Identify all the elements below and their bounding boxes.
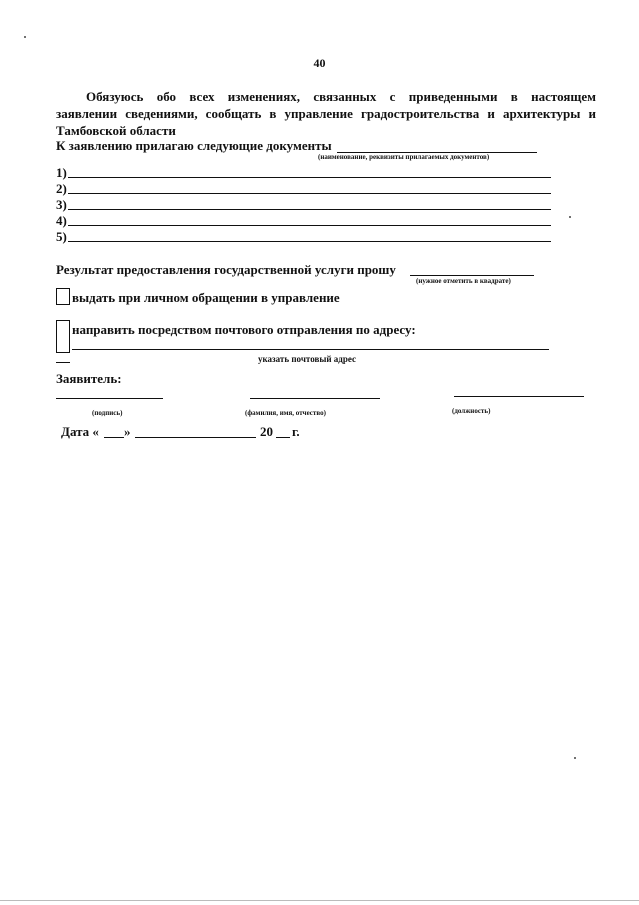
signature-hint: (подпись) — [92, 409, 123, 417]
full-name-line[interactable] — [250, 398, 380, 399]
notice-line-1: Обязуюсь обо всех изменениях, связанных с приведенными в настоящем — [86, 89, 596, 104]
notice-paragraph — [56, 88, 596, 139]
position-line[interactable] — [454, 396, 584, 397]
date-year-line[interactable] — [276, 437, 290, 438]
postal-delivery-checkbox[interactable] — [56, 320, 70, 353]
notice-line-3: Тамбовской области — [56, 123, 176, 138]
attachment-item-3-label: 3) — [56, 197, 67, 212]
full-name-hint: (фамилия, имя, отчество) — [245, 409, 326, 417]
attachments-label: К заявлению прилагаю следующие документы — [56, 138, 332, 153]
result-label: Результат предоставления государственной услуги прошу — [56, 262, 396, 277]
notice-line-2: заявлении сведениями, сообщать в управление градостроительства и архитектуры и — [56, 106, 596, 121]
scan-speck — [569, 216, 571, 218]
scan-speck — [24, 36, 26, 38]
date-close-quote: » — [124, 424, 131, 439]
signature-line[interactable] — [56, 398, 163, 399]
attachment-item-4-line[interactable] — [68, 225, 551, 226]
scan-edge — [0, 900, 639, 901]
date-day-line[interactable] — [104, 437, 124, 438]
scan-speck — [574, 757, 576, 759]
attachments-hint: (наименование, реквизиты прилагаемых документов) — [318, 153, 490, 161]
postal-delivery-label: направить посредством почтового отправления по адресу: — [72, 322, 416, 337]
date-year-prefix: 20 — [260, 424, 273, 439]
attachment-item-5-line[interactable] — [68, 241, 551, 242]
address-hint: указать почтовый адрес — [258, 354, 356, 364]
applicant-underline-mark — [56, 362, 70, 363]
date-month-line[interactable] — [135, 437, 256, 438]
result-line[interactable] — [410, 275, 534, 276]
attachment-item-2-line[interactable] — [68, 193, 551, 194]
personal-pickup-label: выдать при личном обращении в управление — [72, 290, 340, 305]
postal-address-line[interactable] — [72, 349, 549, 350]
position-hint: (должность) — [452, 407, 491, 415]
personal-pickup-checkbox[interactable] — [56, 288, 70, 305]
attachment-item-3-line[interactable] — [68, 209, 551, 210]
attachment-item-1-line[interactable] — [68, 177, 551, 178]
attachment-item-4-label: 4) — [56, 213, 67, 228]
applicant-label: Заявитель: — [56, 371, 122, 386]
attachment-item-2-label: 2) — [56, 181, 67, 196]
date-year-suffix: г. — [292, 424, 300, 439]
result-hint: (нужное отметить в квадрате) — [416, 277, 511, 285]
page-number: 40 — [313, 56, 326, 70]
attachment-item-1-label: 1) — [56, 165, 67, 180]
attachment-item-5-label: 5) — [56, 229, 67, 244]
date-label: Дата « — [61, 424, 99, 439]
